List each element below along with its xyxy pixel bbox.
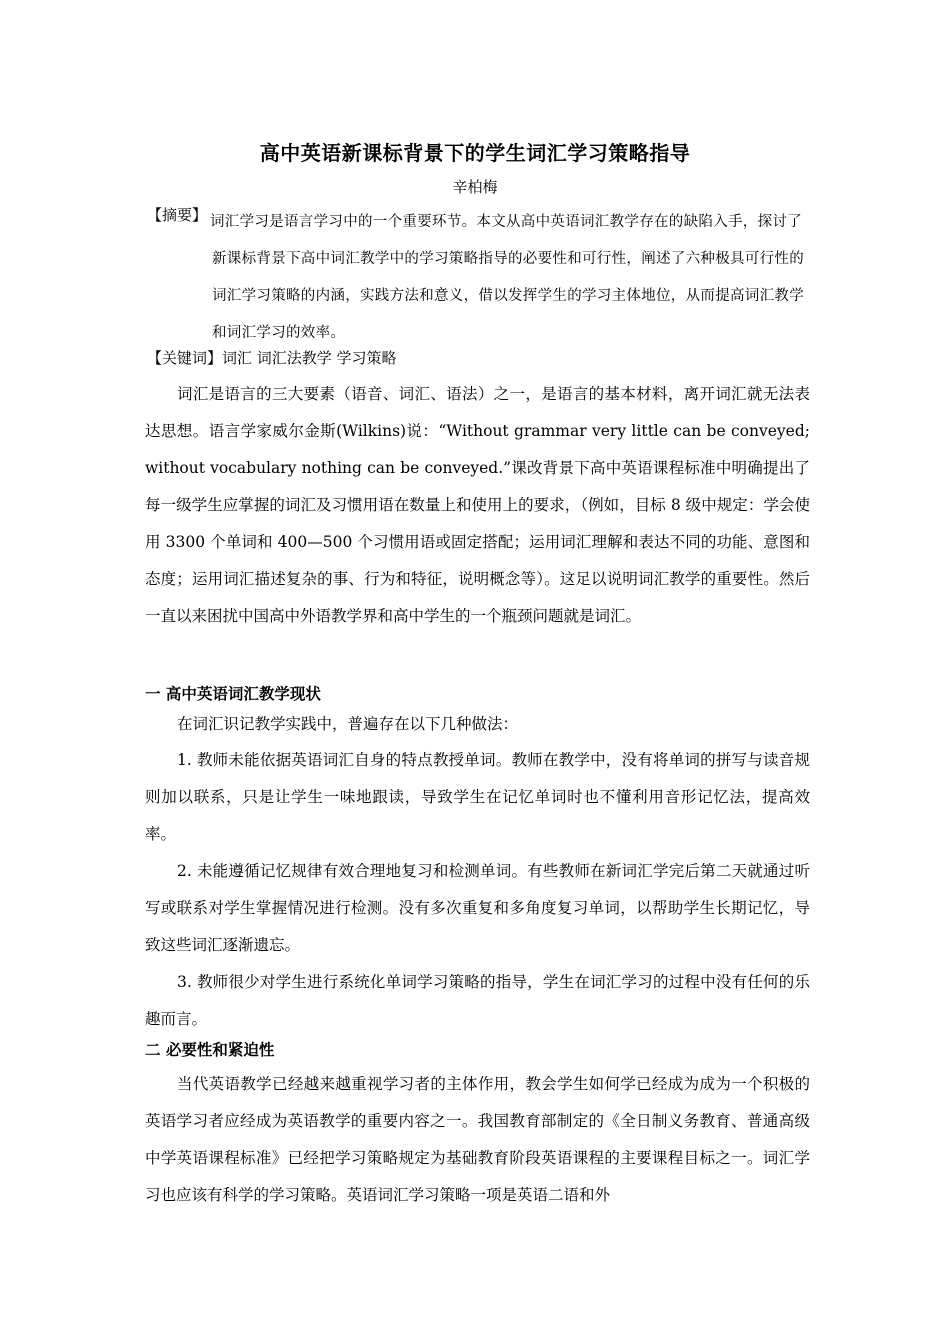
- document-title: 高中英语新课标背景下的学生词汇学习策略指导: [259, 141, 691, 165]
- keywords-line: 【关键词】词汇 词汇法教学 学习策略: [147, 349, 397, 367]
- section1-item-2: 2. 未能遵循记忆规律有效合理地复习和检测单词。有些教师在新词汇学完后第二天就通过听写或联系对学生掌握情况进行检测。没有多次重复和多角度复习单词，以帮助学生长期记忆，导致这些词汇逐渐遗忘。: [145, 862, 810, 954]
- abstract-text: 词汇学习是语言学习中的一个重要环节。本文从高中英语词汇教学存在的缺陷入手，探讨了新课标背景下高中词汇教学中的学习策略指导的必要性和可行性，阐述了六种极具可行性的词汇学习策略的内涵，实践方法和意义，借以发挥学生的学习主体地位，从而提高词汇教学和词汇学习的效率。: [210, 214, 804, 341]
- section1-intro: 在词汇识记教学实践中，普遍存在以下几种做法：: [177, 715, 519, 733]
- section1-item-3: 3. 教师很少对学生进行系统化单词学习策略的指导，学生在词汇学习的过程中没有任何的乐趣而言。: [145, 973, 810, 1028]
- section1-heading: 一 高中英语词汇教学现状: [145, 684, 321, 703]
- section1-item-1: 1. 教师未能依据英语词汇自身的特点教授单词。教师在教学中，没有将单词的拼写与读音规则加以联系，只是让学生一味地跟读，导致学生在记忆单词时也不懂利用音形记忆法，提高效率。: [145, 751, 810, 843]
- intro-paragraph: 词汇是语言的三大要素（语音、词汇、语法）之一，是语言的基本材料，离开词汇就无法表达思想。语言学家威尔金斯(Wilkins)说：“Without grammar very little can be conveyed; without vocabulary nothing can be conveyed.”课改背景下高中英语课程标准中明确提出了每一级学生应掌握的词汇及习惯用语在数量上和使用上的要求，（例如，目标 8 级中规定：学会使用 3300 个单词和 400—500 个习惯用语或固定搭配；运用词汇理解和表达不同的功能、意图和态度；运用词汇描述复杂的事、行为和特征，说明概念等）。这足以说明词汇教学的重要性。然后一直以来困扰中国高中外语教学界和高中学生的一个瓶颈问题就是词汇。: [145, 385, 811, 625]
- abstract-label: 【摘要】: [147, 206, 208, 224]
- author-name: 辛柏梅: [452, 178, 498, 196]
- section2-paragraph: 当代英语教学已经越来越重视学习者的主体作用，教会学生如何学已经成为成为一个积极的英语学习者应经成为英语教学的重要内容之一。我国教育部制定的《全日制义务教育、普通高级中学英语课程标准》已经把学习策略规定为基础教育阶段英语课程的主要课程目标之一。词汇学习也应该有科学的学习策略。英语词汇学习策略一项是英语二语和外: [145, 1075, 810, 1204]
- section2-heading: 二 必要性和紧迫性: [145, 1040, 275, 1059]
